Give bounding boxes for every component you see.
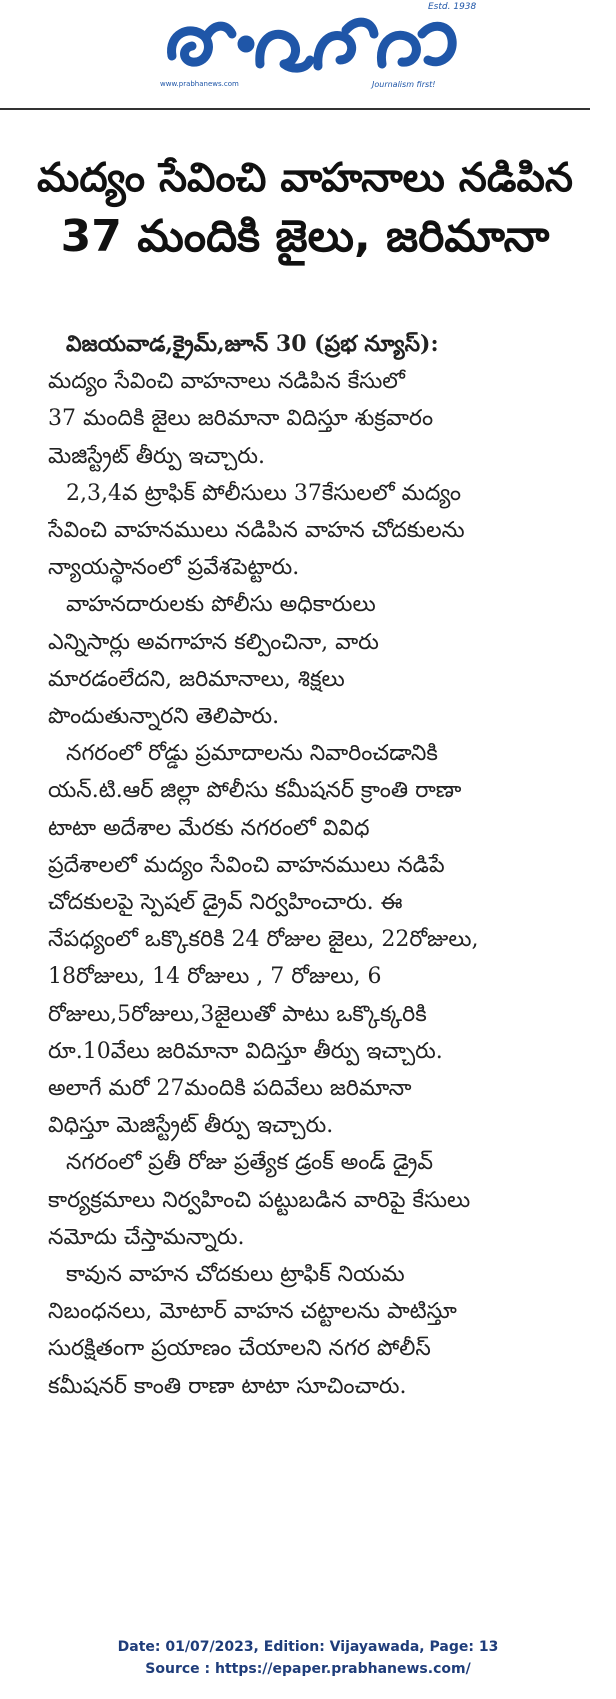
story-line: అలాగే మరో 27మందికి పదివేలు జరిమానా bbox=[48, 1076, 412, 1102]
story-body bbox=[48, 326, 568, 1405]
story-line: 37 మందికి జైలు జరిమానా విదిస్తూ శుక్రవారం bbox=[48, 406, 434, 432]
story-line: కార్యక్రమాలు నిర్వహించి పట్టుబడిన వారిపై కేసులు bbox=[48, 1187, 471, 1213]
story-line: మారడంలేదని, జరిమానాలు, శిక్షలు bbox=[48, 666, 345, 692]
story-line: నగరంలో ప్రతీ రోజు ప్రత్యేక డ్రంక్ అండ్ డ్రైవ్ bbox=[66, 1150, 433, 1176]
story-line: టాటా అదేశాల మేరకు నగరంలో వివిధ bbox=[48, 815, 370, 841]
story-line: సురక్షితంగా ప్రయాణం చేయాలని నగర పోలీస్ bbox=[48, 1336, 431, 1362]
source-footer bbox=[0, 1636, 616, 1680]
andhra-prabha-logo bbox=[160, 6, 460, 86]
story-line: విధిస్తూ మెజిస్ట్రేట్ తీర్పు ఇచ్చారు. bbox=[48, 1113, 334, 1139]
footer-source-line: Source : https://epaper.prabhanews.com/ bbox=[145, 1661, 471, 1677]
masthead-rule bbox=[0, 108, 590, 110]
story-line: వాహనదారులకు పోలీసు అధికారులు bbox=[66, 592, 376, 618]
story-line: నగరంలో రోడ్డు ప్రమాదాలను నివారించడానికి bbox=[66, 741, 438, 767]
story-line: నేపధ్యంలో ఒక్కొకరికి 24 రోజుల జైలు, 22రోజులు, bbox=[48, 927, 479, 953]
story-line: ప్రదేశాలలో మద్యం సేవించి వాహనములు నడిపే bbox=[48, 852, 445, 878]
story-line: రోజులు,5రోజులు,3జైలుతో పాటు ఒక్కొక్కరికి bbox=[48, 1001, 427, 1027]
established-note: Estd. 1938 bbox=[428, 2, 477, 12]
story-line: 18రోజులు, 14 రోజులు , 7 రోజులు, 6 bbox=[48, 964, 382, 990]
story-line: చోదకులపై స్పెషల్ డ్రైవ్ నిర్వహించారు. ఈ bbox=[48, 890, 403, 916]
headline-line-1: మద్యం సేవించి వాహనాలు నడిపిన bbox=[37, 155, 573, 201]
story-line: 2,3,4వ ట్రాఫిక్ పోలీసులు 37కేసులలో మద్యం bbox=[66, 480, 462, 506]
dateline: విజయవాడ,క్రైమ్,జూన్ 30 (ప్రభ న్యూస్): bbox=[66, 331, 439, 357]
story-line: నిబంధనలు, మోటార్ వాహన చట్టాలను పాటిస్తూ bbox=[48, 1299, 457, 1325]
story-line: మద్యం సేవించి వాహనాలు నడిపిన కేసులో bbox=[48, 369, 405, 395]
story-line: పొందుతున్నారని తెలిపారు. bbox=[48, 704, 280, 730]
story-line: నమోదు చేస్తామన్నారు. bbox=[48, 1224, 245, 1250]
story-line: మెజిస్ట్రేట్ తీర్పు ఇచ్చారు. bbox=[48, 443, 265, 469]
story-line: రూ.10వేలు జరిమానా విదిస్తూ తీర్పు ఇచ్చారు. bbox=[48, 1038, 443, 1064]
headline bbox=[20, 150, 590, 268]
story-line: సేవించి వాహనములు నడిపిన వాహన చోదకులను bbox=[48, 518, 465, 544]
footer-date-line: Date: 01/07/2023, Edition: Vijayawada, Page: 13 bbox=[117, 1639, 499, 1655]
story-line: న్యాయస్థానంలో ప్రవేశపెట్టారు. bbox=[48, 555, 300, 581]
masthead bbox=[0, 0, 616, 112]
story-line: కావున వాహన చోదకులు ట్రాఫిక్ నియమ bbox=[66, 1262, 405, 1288]
website-label: www.prabhanews.com bbox=[160, 80, 239, 88]
story-line: కమీషనర్ కాంతి రాణా టాటా సూచించారు. bbox=[48, 1373, 407, 1399]
headline-line-2: 37 మందికి జైలు, జరిమానా bbox=[60, 211, 550, 262]
tagline: Journalism first! bbox=[372, 80, 436, 89]
story-line: యన్.టి.ఆర్ జిల్లా పోలీసు కమీషనర్ క్రాంతి రాణా bbox=[48, 778, 462, 804]
story-line: ఎన్నిసార్లు అవగాహన కల్పించినా, వారు bbox=[48, 629, 379, 655]
